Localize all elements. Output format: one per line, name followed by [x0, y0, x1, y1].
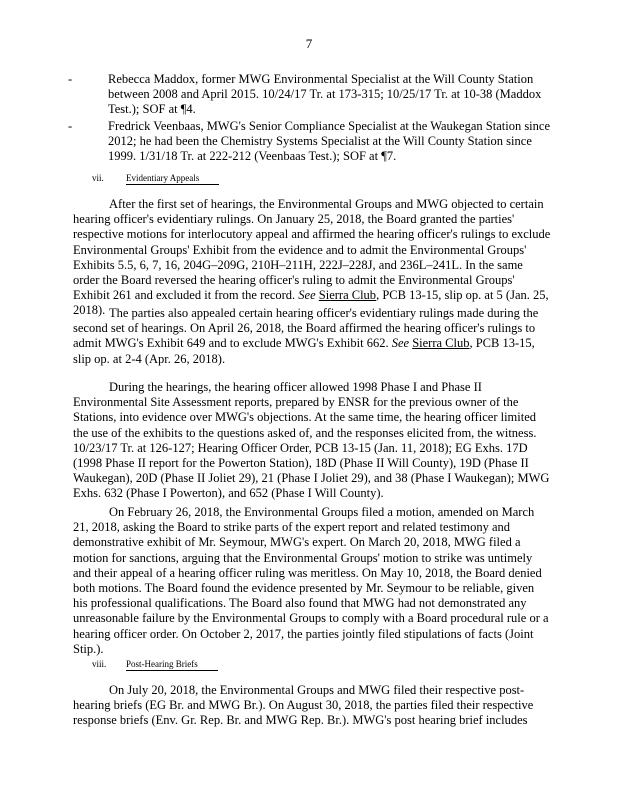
paragraph-text: During the hearings, the hearing officer allowed 1998 Phase I and Phase II Environmental Site Assessment reports, prepared by ENSR for the previous owner of the Stations, into evidence over MWG's objections. At the same time, the hearing officer limited the use of the exhibits to the questions asked of, and the responses elicited from, the witness. 10/23/17 Tr. at 126-127; Hearing Officer Order, PCB 13-15 (Jan. 11, 2018); EG Exhs. 17D (1998 Phase II report for the Powerton Station), 18D (Phase II Will County), 19D (Phase II Waukegan), 20D (Phase II Joliet 29), 21 (Phase I Joliet 29), and 38 (Phase I Waukegan); MWG Exhs. 632 (Phase I Powerton), and 652 (Phase I Will County). — [73, 380, 550, 501]
case-name: Sierra Club — [318, 288, 377, 303]
citation-signal: See — [298, 288, 316, 303]
section-heading-post-hearing-briefs — [92, 658, 218, 671]
witness-bullet-maddox — [68, 72, 558, 117]
bullet-text: Rebecca Maddox, former MWG Environmental Specialist at the Will County Station between 2008 and April 2015. 10/24/17 Tr. at 173-315; 10/25/17 Tr. at 10-38 (Maddox Test.); SOF at ¶4. — [108, 72, 542, 116]
bullet-text: Fredrick Veenbaas, MWG's Senior Compliance Specialist at the Waukegan Station since 2012; he had been the Chemistry Systems Specialist at the Will County Station since 1999. 1/31/18 Tr. at 222-212 (Veenbaas Test.); SOF at ¶7. — [108, 119, 550, 163]
paragraph-text: On July 20, 2018, the Environmental Groups and MWG filed their respective post-hearing briefs (EG Br. and MWG Br.). On August 30, 2018, the parties filed their respective response briefs (Env. Gr. Rep. Br. and MWG Rep. Br.). MWG's post hearing brief includes — [73, 683, 534, 728]
paragraph-evidentiary-appeals-3 — [73, 380, 551, 502]
citation-text: , PCB 13-15, slip op. at 2-4 (Apr. 26, 2018). — [73, 336, 535, 366]
section-title: Post-Hearing Briefs — [126, 658, 218, 671]
section-number: vii. — [92, 173, 104, 183]
section-title: Evidentiary Appeals — [126, 172, 219, 185]
paragraph-evidentiary-appeals-2 — [73, 306, 551, 367]
witness-bullet-veenbaas — [68, 119, 558, 164]
bullet-dash: - — [68, 119, 73, 133]
paragraph-text: On February 26, 2018, the Environmental Groups filed a motion, amended on March 21, 2018, asking the Board to strike parts of the expert report and related testimony and demonstrative exhibit of Mr. Seymour, MWG's expert. On March 20, 2018, MWG filed a motion for sanctions, arguing that the Environmental Groups' motion to strike was untimely and their appeal of a hearing officer ruling was meritless. On May 10, 2018, the Board denied both motions. The Board found the evidence presented by Mr. Seymour to be reliable, given his professional qualifications. The Board also found that MWG had not demonstrated any unreasonable failure by the Environmental Groups to comply with a Board procedural rule or a hearing officer order. On October 2, 2017, the parties jointly filed stipulations of facts (Joint Stip.). — [73, 505, 549, 656]
bullet-dash: - — [68, 72, 73, 86]
paragraph-text: After the first set of hearings, the Environmental Groups and MWG objected to certain hearing officer's evidentiary rulings. On January 25, 2018, the Board granted the parties' respective motions for interlocutory appeal and affirmed the hearing officer's rulings to exclude Environmental Groups' Exhibit from the evidence and to admit the Environmental Groups' Exhibits 5.5, 6, 7, 16, 204G–209G, 210H–211H, 222J–228J, and 236L–241L. In the same order the Board reversed the hearing officer's ruling to admit the Environmental Groups' Exhibit 261 and excluded it from the record. — [73, 197, 551, 303]
paragraph-text: The parties also appealed certain hearing officer's evidentiary rulings made during the second set of hearings. On April 26, 2018, the Board affirmed the hearing officer's rulings to admit MWG's Exhibit 649 and to exclude MWG's Exhibit 662. — [73, 306, 539, 351]
citation-signal: See — [391, 336, 410, 351]
citation-text: , PCB 13-15, slip op. at 5 (Jan. 25, 2018). — [73, 288, 549, 318]
paragraph-evidentiary-appeals-1 — [73, 197, 551, 319]
paragraph-post-hearing-briefs-1 — [73, 683, 551, 729]
page-number: 7 — [305, 36, 313, 51]
section-heading-evidentiary-appeals — [92, 172, 219, 185]
paragraph-evidentiary-appeals-4 — [73, 505, 551, 657]
case-name: Sierra Club — [412, 336, 470, 351]
section-number: viii. — [92, 659, 107, 669]
